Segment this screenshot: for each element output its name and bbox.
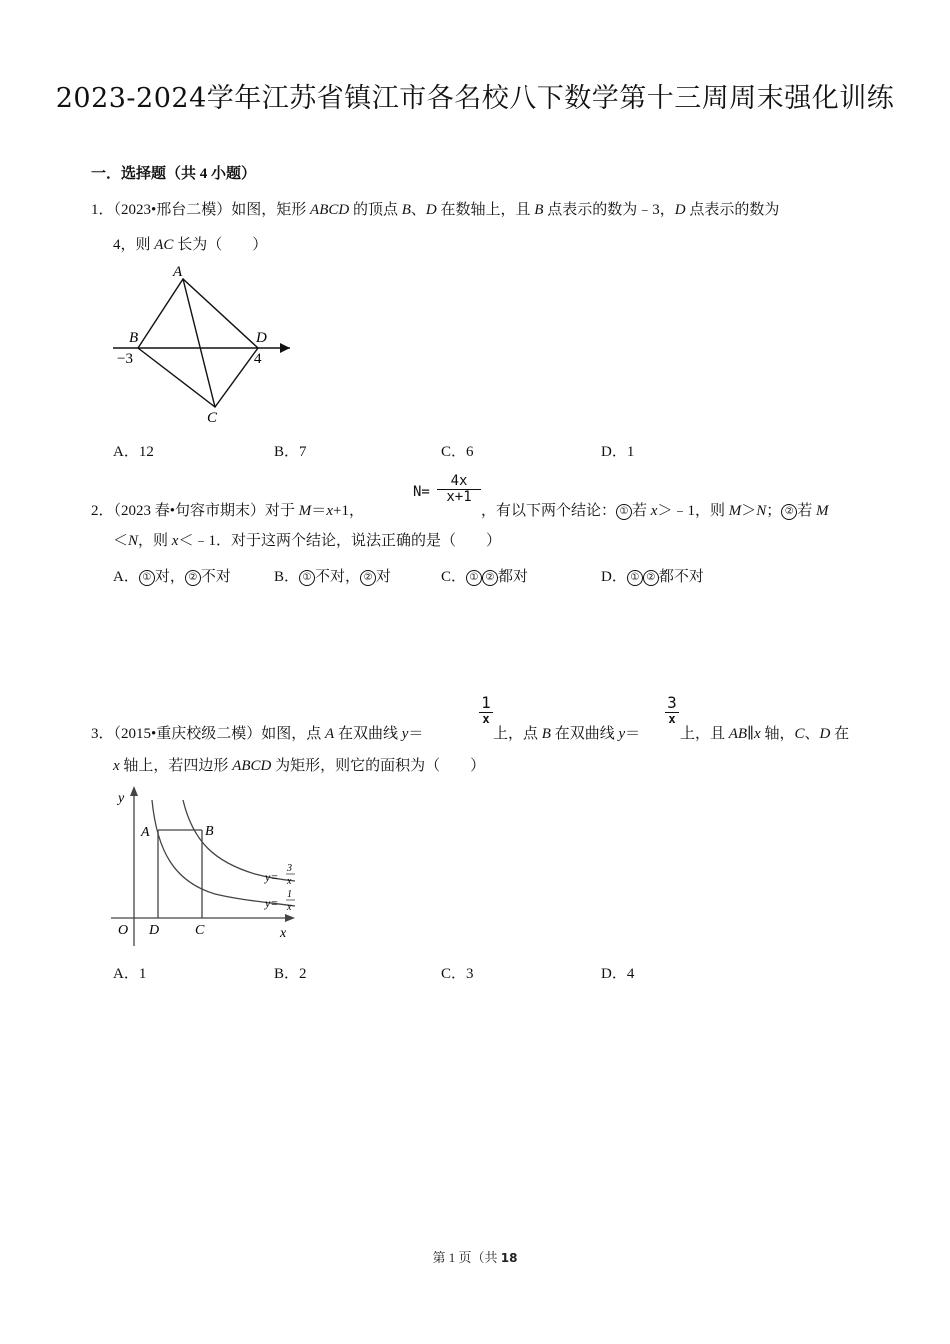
- fraction-numerator: 3: [665, 694, 679, 713]
- option-key: A．: [113, 966, 139, 982]
- label-c: C: [207, 410, 218, 426]
- circled-number: ①: [627, 570, 643, 586]
- section-heading: 一．选择题（共 4 小题）: [91, 166, 257, 182]
- text: ＞﹣1，则: [657, 503, 729, 519]
- text: ；: [766, 503, 782, 519]
- text: 为矩形，则它的面积为（ ）: [271, 758, 486, 774]
- text: ，有以下两个结论：: [481, 503, 617, 519]
- question-1-option-a[interactable]: [113, 440, 154, 461]
- math-var: N: [128, 533, 139, 549]
- option-value: 1: [626, 444, 635, 460]
- text: 点表示的数为: [685, 202, 780, 218]
- option-key: B．: [274, 569, 300, 585]
- option-value: 7: [299, 444, 307, 460]
- text: ∥: [747, 726, 755, 742]
- curve-label-1-den: x: [287, 902, 292, 913]
- option-value: 6: [466, 444, 474, 460]
- label-d: D: [256, 330, 267, 346]
- math-var: ABCD: [232, 758, 272, 774]
- circled-number: ②: [482, 570, 498, 586]
- text: ＝: [625, 726, 641, 742]
- math-var: x: [113, 758, 120, 774]
- text: 上，且: [680, 726, 729, 742]
- text: 对于: [265, 503, 299, 519]
- question-3-line-1c: [680, 722, 849, 743]
- question-2-option-c[interactable]: [441, 565, 528, 586]
- option-text: 不对: [200, 569, 231, 585]
- option-value: 1: [138, 966, 147, 982]
- circled-number: ②: [185, 570, 201, 586]
- circled-number: ①: [616, 504, 632, 520]
- label-b: B: [205, 824, 214, 839]
- math-var: y: [618, 726, 626, 742]
- circled-number: ①: [139, 570, 155, 586]
- label-a: A: [173, 264, 183, 280]
- text: +1，: [332, 503, 364, 519]
- text: 如图，点: [261, 726, 326, 742]
- math-var: AB: [728, 726, 748, 742]
- label-d: D: [149, 923, 160, 938]
- question-1-line-1: [91, 198, 779, 219]
- math-var: C: [794, 726, 805, 742]
- math-var: x: [650, 503, 658, 519]
- question-number: 3．: [91, 726, 114, 742]
- fraction-denominator: x+1: [446, 489, 472, 506]
- document-title: 2023-2024学年江苏省镇江市各名校八下数学第十三周周末强化训练: [55, 83, 895, 114]
- option-value: 3: [466, 966, 474, 982]
- text: 的顶点: [349, 202, 402, 218]
- text: ＜﹣1．对于这两个结论，说法正确的是（ ）: [178, 533, 501, 549]
- circled-number: ①: [299, 570, 315, 586]
- option-key: D．: [601, 569, 627, 585]
- fraction-numerator: 1: [479, 694, 493, 713]
- question-3-line-2: [113, 754, 485, 775]
- option-key: A．: [113, 569, 139, 585]
- question-number: 1．: [91, 202, 114, 218]
- page-total: 18: [500, 1251, 518, 1265]
- option-text: 都对: [498, 569, 529, 585]
- question-number: 2．: [91, 503, 114, 519]
- page-number-text: 第 1 页（共: [432, 1250, 501, 1265]
- option-text: 不对，: [315, 569, 361, 585]
- fraction-lhs: N=: [413, 484, 430, 500]
- text: 如图，矩形: [231, 202, 311, 218]
- question-2-option-b[interactable]: [274, 565, 391, 586]
- text: 若: [632, 503, 651, 519]
- question-3-option-c[interactable]: [441, 962, 474, 983]
- text: 长为（ ）: [173, 237, 268, 253]
- circled-number: ②: [643, 570, 659, 586]
- option-key: D．: [601, 966, 627, 982]
- option-value: 4: [626, 966, 635, 982]
- question-2-line-2: [113, 529, 501, 550]
- fraction-1-over-x: [479, 694, 493, 726]
- question-2-line-1a: [91, 499, 364, 520]
- math-var: B: [534, 202, 544, 218]
- circled-number: ②: [781, 504, 797, 520]
- question-2-option-d[interactable]: [601, 565, 704, 586]
- math-var: M: [728, 503, 742, 519]
- fraction: [437, 474, 481, 506]
- math-var: AC: [154, 237, 174, 253]
- math-var: x: [326, 503, 333, 519]
- curve-label-3-lhs: y=: [265, 870, 279, 884]
- question-1-option-c[interactable]: [441, 440, 474, 461]
- text: ，则: [138, 533, 172, 549]
- fraction-denominator: x: [668, 711, 676, 726]
- label-b: B: [129, 330, 139, 346]
- math-var: ABCD: [310, 202, 350, 218]
- question-1-option-d[interactable]: [601, 440, 634, 461]
- question-3-line-1b: [493, 722, 640, 743]
- label-o: O: [118, 923, 129, 938]
- text: ＝: [408, 726, 424, 742]
- question-1-figure: [105, 262, 305, 428]
- text: 上，点: [493, 726, 542, 742]
- text: 若: [797, 503, 817, 519]
- math-var: M: [298, 503, 312, 519]
- question-3-option-a[interactable]: [113, 962, 146, 983]
- text: 在数轴上，且: [436, 202, 535, 218]
- text: 在双曲线: [550, 726, 619, 742]
- option-key: A．: [113, 444, 139, 460]
- text: 轴，: [760, 726, 795, 742]
- text: ＞: [741, 503, 757, 519]
- text: 在: [830, 726, 850, 742]
- question-3-figure: [105, 782, 305, 948]
- question-1-line-2: [113, 233, 267, 254]
- question-2-line-1b: [481, 499, 829, 520]
- tick-label-d: 4: [254, 351, 262, 367]
- tick-label-b: −3: [117, 351, 133, 367]
- math-var: M: [816, 503, 829, 519]
- option-key: B．: [274, 966, 300, 982]
- math-var: D: [425, 202, 437, 218]
- text: ＜: [113, 533, 129, 549]
- question-2-option-a[interactable]: [113, 565, 231, 586]
- option-text: 都不对: [658, 569, 704, 585]
- option-value: 12: [138, 444, 154, 460]
- question-3-option-d[interactable]: [601, 962, 634, 983]
- math-var: A: [325, 726, 335, 742]
- question-source: （2015•重庆校级二模）: [113, 726, 262, 742]
- curve-label-3-num: 3: [287, 863, 292, 874]
- text: 点表示的数为﹣3，: [543, 202, 675, 218]
- math-var: N: [756, 503, 767, 519]
- text: 、: [410, 202, 426, 218]
- option-key: C．: [441, 444, 467, 460]
- math-var: B: [541, 726, 551, 742]
- text: 4，则: [113, 237, 155, 253]
- math-var: D: [674, 202, 686, 218]
- option-key: C．: [441, 966, 467, 982]
- option-value: 2: [299, 966, 307, 982]
- option-key: B．: [274, 444, 300, 460]
- option-key: D．: [601, 444, 627, 460]
- label-c: C: [195, 923, 205, 938]
- math-var: B: [401, 202, 411, 218]
- axis-label-y: y: [118, 791, 125, 806]
- circled-number: ②: [360, 570, 376, 586]
- fraction-denominator: x: [482, 711, 490, 726]
- option-text: 对: [376, 569, 392, 585]
- question-3-line-1a: [91, 722, 423, 743]
- math-var: x: [754, 726, 761, 742]
- circled-number: ①: [466, 570, 482, 586]
- label-a: A: [141, 825, 150, 840]
- math-var: D: [819, 726, 831, 742]
- text: 、: [804, 726, 820, 742]
- math-var: y: [401, 726, 409, 742]
- math-var: x: [171, 533, 179, 549]
- page-footer: [0, 1247, 950, 1266]
- text: 在双曲线: [334, 726, 402, 742]
- question-source: （2023•邢台二模）: [113, 202, 232, 218]
- fraction-numerator: 4x: [437, 474, 481, 490]
- fraction-3-over-x: [665, 694, 679, 726]
- curve-label-1-num: 1: [287, 889, 292, 900]
- question-3-option-b[interactable]: [274, 962, 307, 983]
- axis-label-x: x: [280, 926, 287, 941]
- curve-label-1-lhs: y=: [265, 896, 279, 910]
- text: ＝: [311, 503, 327, 519]
- curve-label-3-den: x: [287, 876, 292, 887]
- option-key: C．: [441, 569, 467, 585]
- question-source: （2023 春•句容市期末）: [113, 503, 266, 519]
- question-1-option-b[interactable]: [274, 440, 307, 461]
- text: 轴上，若四边形: [119, 758, 233, 774]
- option-text: 对，: [154, 569, 185, 585]
